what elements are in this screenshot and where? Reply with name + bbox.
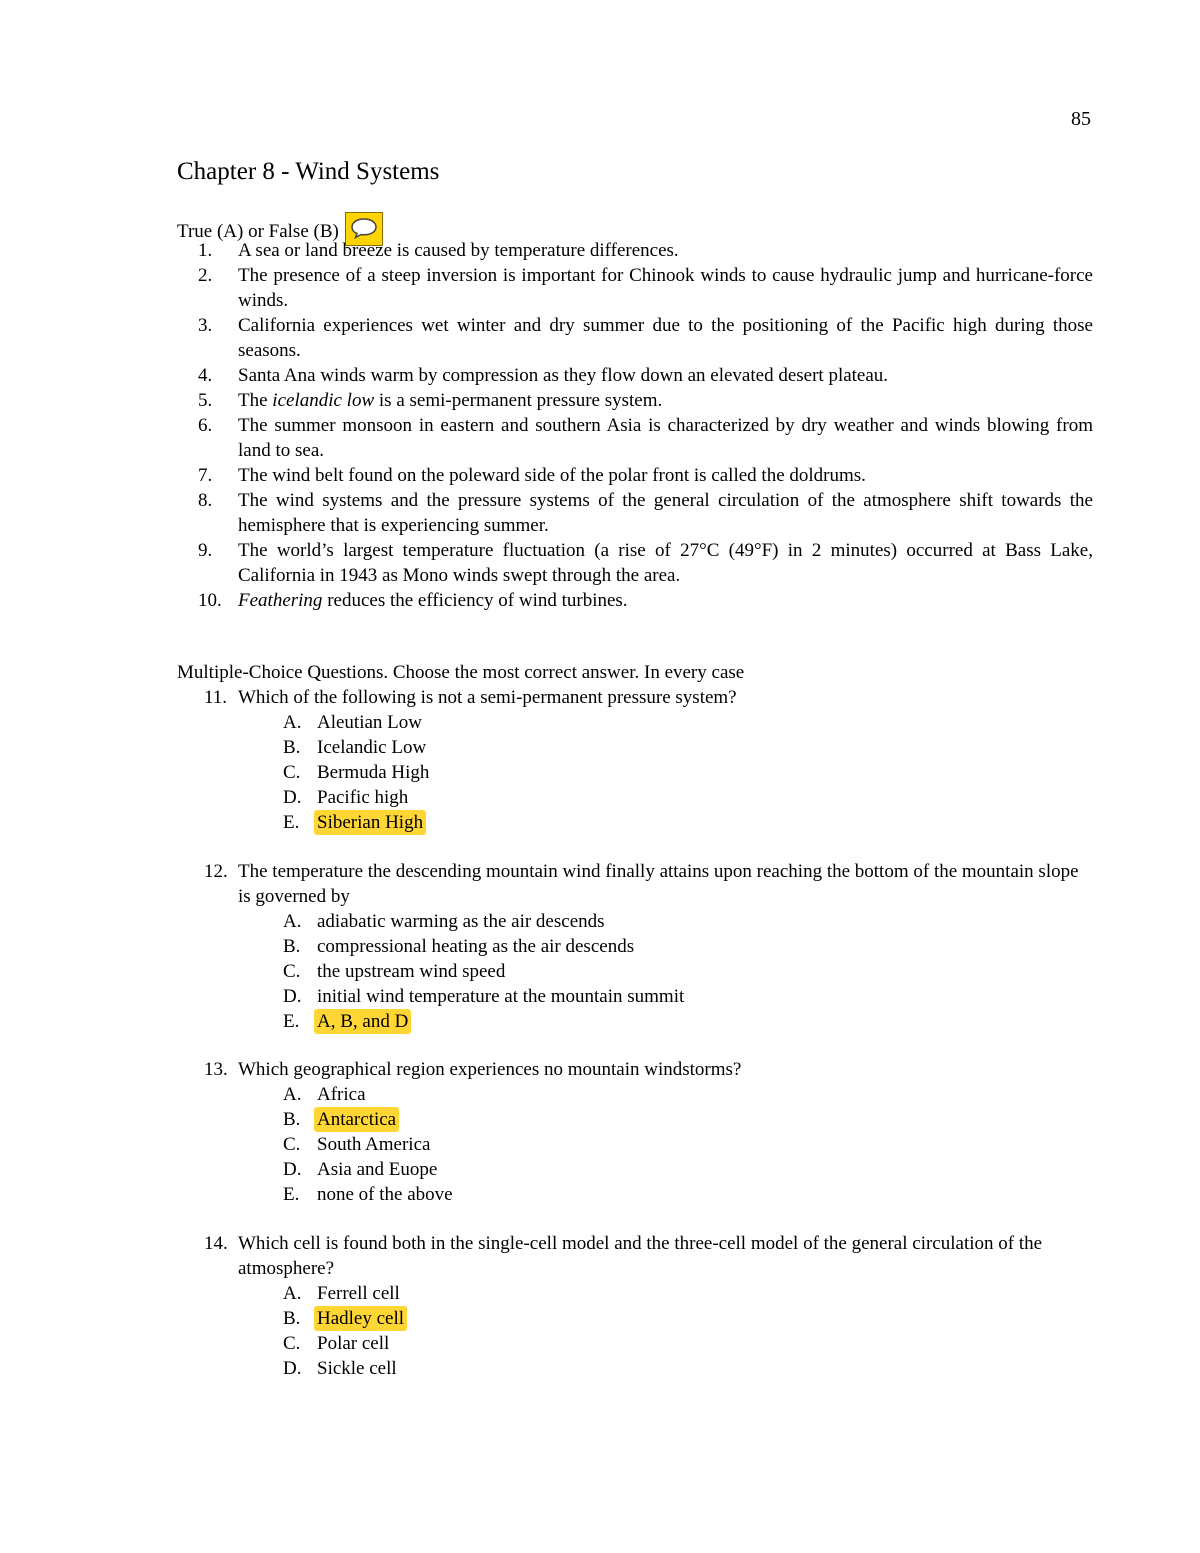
option: D. initial wind temperature at the mountain summit <box>283 986 685 1007</box>
question-text: Which of the following is not a semi-permanent pressure system? <box>238 687 737 708</box>
question-text: Which cell is found both in the single-cell model and the three-cell model of the general circulation of the atmosphere? <box>238 1233 1043 1279</box>
item-text: California experiences wet winter and dry summer due to the positioning of the Pacific high during those seasons. <box>238 315 1093 361</box>
item-text: A sea or land breeze is caused by temperature differences. <box>238 240 679 261</box>
option: D. Asia and Euope <box>283 1159 438 1180</box>
question-text: The temperature the descending mountain wind finally attains upon reaching the bottom of the mountain slope is governed by <box>238 861 1079 907</box>
list-item <box>177 263 1093 313</box>
option: D. Sickle cell <box>283 1358 397 1379</box>
item-number: 1. <box>198 240 213 261</box>
chapter-title: Chapter 8 - Wind Systems <box>177 158 440 185</box>
answer-highlight: Antarctica <box>314 1107 399 1132</box>
list-item <box>177 313 1093 363</box>
multiple-choice-heading: Multiple-Choice Questions. Choose the most correct answer. In every case <box>177 662 745 683</box>
item-text: The wind belt found on the poleward side of the polar front is called the doldrums. <box>238 465 866 486</box>
list-item <box>177 538 1093 588</box>
item-number: 4. <box>198 365 213 386</box>
list-item <box>177 388 1093 413</box>
option: A. Ferrell cell <box>283 1283 400 1304</box>
item-text: The icelandic low is a semi-permanent pressure system. <box>238 390 663 411</box>
question-13 <box>177 1057 1093 1207</box>
item-number: 8. <box>198 490 213 511</box>
item-text: The wind systems and the pressure systems of the general circulation of the atmosphere shift towards the hemisphere that is experiencing summer. <box>238 490 1093 536</box>
option: E. none of the above <box>283 1184 453 1205</box>
item-number: 5. <box>198 390 213 411</box>
question-number: 13. <box>204 1059 228 1080</box>
item-number: 9. <box>198 540 213 561</box>
item-text: Feathering reduces the efficiency of wind turbines. <box>238 590 628 611</box>
option: A. adiabatic warming as the air descends <box>283 911 605 932</box>
question-12 <box>177 859 1093 1034</box>
item-text: Santa Ana winds warm by compression as they flow down an elevated desert plateau. <box>238 365 889 386</box>
option-highlighted: E. Siberian High <box>177 810 1093 835</box>
question-number: 14. <box>204 1233 228 1254</box>
list-item <box>177 413 1093 463</box>
true-false-heading-text: True (A) or False (B) <box>177 221 339 242</box>
question-text: Which geographical region experiences no mountain windstorms? <box>238 1059 742 1080</box>
option: C. the upstream wind speed <box>283 961 506 982</box>
question-number: 12. <box>204 861 228 882</box>
option: A. Africa <box>283 1084 366 1105</box>
list-item <box>177 238 1093 263</box>
option: C. South America <box>283 1134 431 1155</box>
question-14 <box>177 1231 1093 1381</box>
option: C. Polar cell <box>283 1333 390 1354</box>
true-false-list <box>177 238 1093 613</box>
question-11 <box>177 685 1093 835</box>
item-number: 2. <box>198 265 213 286</box>
answer-highlight: Siberian High <box>314 810 426 835</box>
list-item <box>177 588 1093 613</box>
answer-highlight: A, B, and D <box>314 1009 411 1034</box>
option: B. Icelandic Low <box>283 737 427 758</box>
list-item <box>177 463 1093 488</box>
option: D. Pacific high <box>283 787 409 808</box>
option: B. compressional heating as the air descends <box>283 936 635 957</box>
item-text: The summer monsoon in eastern and southern Asia is characterized by dry weather and winds blowing from land to sea. <box>238 415 1093 461</box>
item-text: The presence of a steep inversion is important for Chinook winds to cause hydraulic jump and hurricane-force winds. <box>238 265 1093 311</box>
option: A. Aleutian Low <box>283 712 423 733</box>
list-item <box>177 363 1093 388</box>
page-number: 85 <box>1071 108 1091 130</box>
item-number: 3. <box>198 315 213 336</box>
option-highlighted: B. Hadley cell <box>177 1306 1093 1331</box>
item-number: 6. <box>198 415 213 436</box>
item-number: 7. <box>198 465 213 486</box>
option-highlighted: E. A, B, and D <box>177 1009 1093 1034</box>
answer-highlight: Hadley cell <box>314 1306 407 1331</box>
option: C. Bermuda High <box>283 762 430 783</box>
item-number: 10. <box>198 590 222 611</box>
item-text: The world’s largest temperature fluctuation (a rise of 27°C (49°F) in 2 minutes) occurred at Bass Lake, California in 1943 as Mono winds swept through the area. <box>238 540 1093 586</box>
question-number: 11. <box>204 687 228 708</box>
option-highlighted: B. Antarctica <box>177 1107 1093 1132</box>
list-item <box>177 488 1093 538</box>
